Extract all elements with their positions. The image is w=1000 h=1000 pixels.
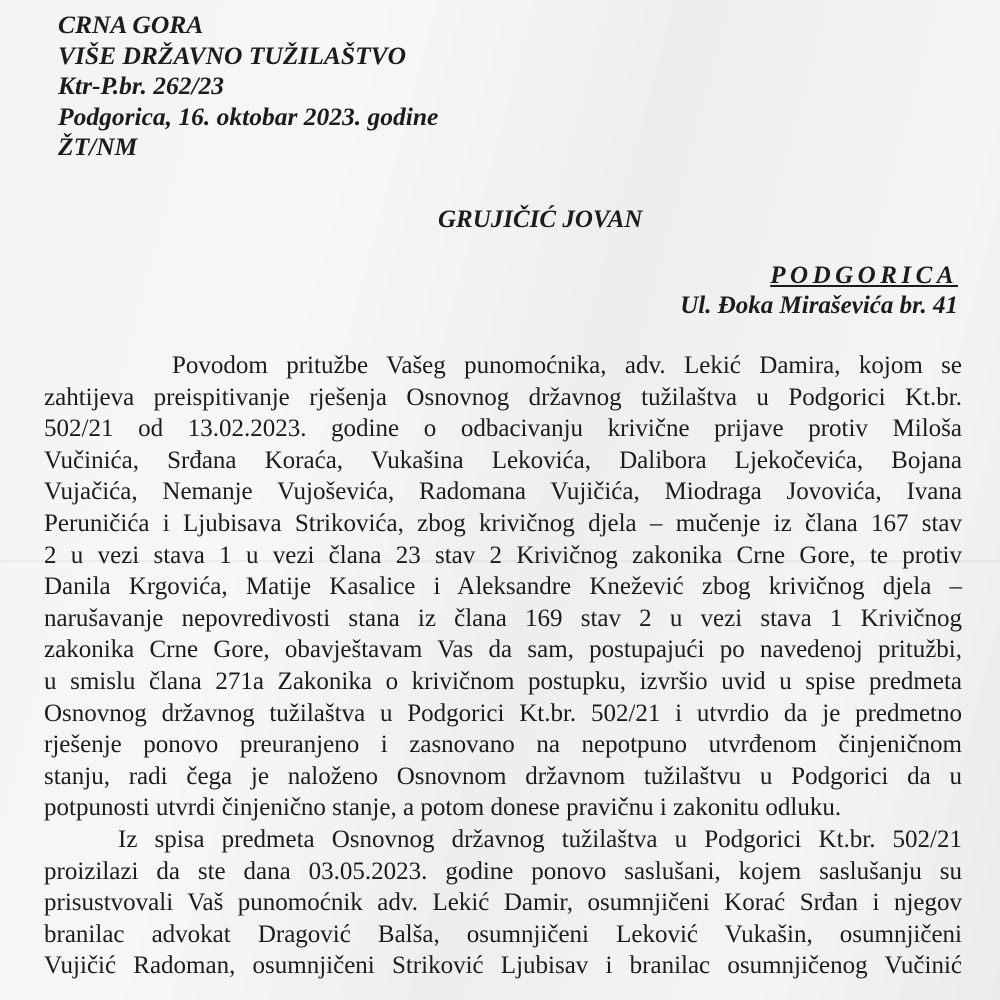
case-number: Ktr-P.br. 262/23 (58, 71, 225, 100)
recipient-city: PODGORICA (770, 262, 958, 289)
text-line: prisustvovali Vaš punomoćnik adv. Lekić Damir, osumnjičeni Korać Srđan i njegov (44, 889, 962, 917)
text-line: Vučinića, Srđana Koraća, Vukašina Lekovića, Dalibora Ljekočevića, Bojana (44, 446, 962, 474)
place-date: Podgorica, 16. oktobar 2023. godine (58, 101, 439, 131)
text-line: zakonika Crne Gore, obavještavam Vas da sam, postupajući po navedenoj pritužbi, (44, 636, 962, 664)
text-line: u smislu člana 271a Zakonika o krivičnom postupku, izvršio uvid u spise predmeta (44, 667, 962, 695)
text-line: Iz spisa predmeta Osnovnog državnog tužilaštva u Podgorici Kt.br. 502/21 (118, 825, 962, 853)
text-line: stanju, radi čega je naloženo Osnovnom državnom tužilaštvu u Podgorici da u (44, 762, 962, 790)
text-line: Peruničića i Ljubisava Strikovića, zbog krivičnog djela – mučenje iz člana 167 stav (44, 509, 962, 537)
text-line: Povodom pritužbe Vašeg punomoćnika, adv. Lekić Damira, kojom se (172, 352, 962, 379)
country-name: CRNA GORA (58, 10, 204, 39)
recipient-address: Ul. Đoka Miraševića br. 41 (680, 292, 958, 319)
recipient-name: GRUJIČIĆ JOVAN (438, 206, 643, 233)
text-line: proizilazi da ste dana 03.05.2023. godine ponovo saslušani, kojem saslušanju su (44, 857, 962, 885)
text-line: narušavanje nepovredivosti stana iz člana 169 stav 2 u vezi stava 1 Krivičnog (44, 604, 962, 632)
text-line: rješenje ponovo preuranjeno i zasnovano na nepotpuno utvrđenom činjeničnom (44, 731, 962, 759)
institution-name: VIŠE DRŽAVNO TUŽILAŠTVO (58, 40, 407, 70)
initials: ŽT/NM (58, 132, 138, 161)
text-line: Danila Krgovića, Matije Kasalice i Aleksandre Knežević zbog krivičnog djela – (44, 573, 962, 601)
text-line: Vujičić Radoman, osumnjičeni Striković Ljubisav i branilac osumnjičenog Vučinić (44, 952, 962, 980)
letter-body (44, 350, 962, 982)
text-line: zahtijeva preispitivanje rješenja Osnovnog državnog tužilaštva u Podgorici Kt.br. (44, 383, 962, 411)
text-line: 502/21 od 13.02.2023. godine o odbacivanju krivične prijave protiv Miloša (44, 415, 962, 443)
text-line: 2 u vezi stava 1 u vezi člana 23 stav 2 Krivičnog zakonika Crne Gore, te protiv (44, 541, 962, 569)
text-line: Osnovnog državnog tužilaštva u Podgorici Kt.br. 502/21 i utvrdio da je predmetno (44, 699, 962, 727)
text-line: potpunosti utvrdi činjenično stanje, a potom donese pravičnu i zakonitu odluku. (44, 794, 842, 822)
letterhead (58, 10, 438, 163)
text-line: branilac advokat Dragović Balša, osumnjičeni Leković Vukašin, osumnjičeni (44, 920, 962, 948)
text-line: Vujačića, Nemanje Vujoševića, Radomana Vujičića, Miodraga Jovovića, Ivana (44, 478, 962, 506)
